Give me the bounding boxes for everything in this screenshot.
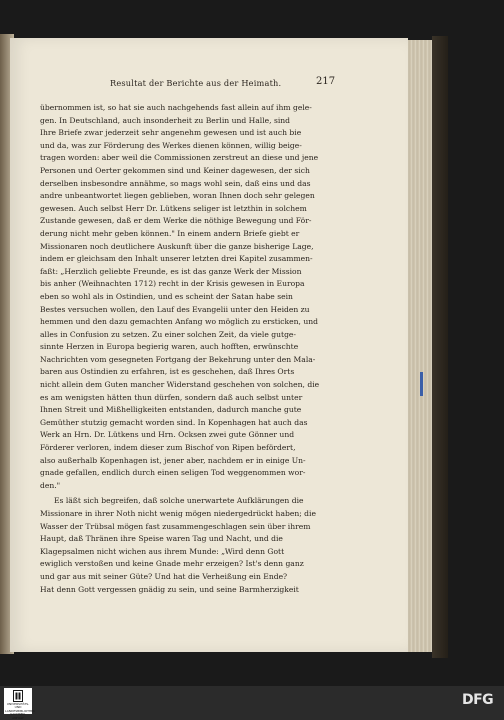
book-cover-edge (432, 36, 448, 658)
text-line: Zustande gewesen, daß er dem Werke die nöthige Bewegung und För- (40, 216, 312, 226)
paragraph (40, 495, 326, 596)
text-line: Nachrichten vom gesegneten Fortgang der Bekehrung unter den Mala- (40, 354, 316, 364)
text-line: faßt: „Herzlich geliebte Freunde, es ist das ganze Werk der Mission (40, 266, 302, 276)
text-line: Förderer verloren, indem dieser zum Bischof von Ripen befördert, (40, 443, 296, 453)
text-line: und gar aus mit seiner Güte? Und hat die Verheißung ein Ende? (40, 571, 288, 581)
text-line: ewiglich verstoßen und keine Gnade mehr erzeigen? Ist's denn ganz (40, 559, 304, 569)
text-line: Missionaren noch deutlichere Auskunft über die ganze bisherige Lage, (40, 241, 314, 251)
text-line: Gemüther stutzig gemacht worden sind. In Kopenhagen hat auch das (40, 417, 308, 427)
text-line: Hat denn Gott vergessen gnädig zu sein, und seine Barmherzigkeit (40, 584, 299, 594)
text-line: Ihre Briefe zwar jederzeit sehr angenehm gewesen und ist auch bie (40, 128, 302, 138)
text-line: Bestes versuchen wollen, den Lauf des Evangelii unter den Heiden zu (40, 304, 310, 314)
text-line: Wasser der Trübsal mögen fast zusammengeschlagen sein über ihrem (40, 521, 311, 531)
text-line: es am wenigsten hätten thun dürfen, sondern daß auch selbst unter (40, 392, 303, 402)
text-line: eben so wohl als in Ostindien, und es scheint der Satan habe sein (40, 291, 293, 301)
text-line: gnade gefallen, endlich durch einen seligen Tod weggenommen wor- (40, 468, 306, 478)
library-logo-caption: UNIVERSITÄTS- UND LANDESBIBLIOTHEK SACHSEN-ANHALT (5, 702, 36, 720)
text-line: alles in Confusion zu setzen. Zu einer solchen Zeit, da viele gutge- (40, 329, 296, 339)
text-line: Personen und Oerter gekommen sind und Keiner dagewesen, der sich (40, 165, 310, 175)
text-line: hemmen und den dazu gemachten Anfang wo möglich zu ersticken, und (40, 317, 318, 327)
body-text (40, 102, 326, 596)
text-line: nicht allein dem Guten mancher Widerstand geschehen von solchen, die (40, 380, 320, 390)
text-line: Missionare in ihrer Noth nicht wenig mögen niedergedrückt haben; die (40, 509, 316, 518)
ulb-library-mark-icon (13, 690, 23, 702)
text-line: Haupt, daß Thränen ihre Speise waren Tag und Nacht, und die (40, 534, 283, 544)
text-line: Klagepsalmen nicht wichen aus ihrem Munde: „Wird denn Gott (40, 546, 285, 556)
text-line: Es läßt sich begreifen, daß solche unerwartete Aufklärungen die (54, 496, 304, 506)
text-line: und da, was zur Förderung des Werkes dienen können, willig beige- (40, 140, 302, 150)
viewer-footer (0, 686, 504, 716)
text-line: gewesen. Auch selbst Herr Dr. Lütkens seliger ist letzthin in solchem (40, 203, 307, 213)
text-line: indem er gleichsam den Inhalt unserer letzten drei Kapitel zusammen- (40, 254, 313, 264)
running-head: Resultat der Berichte aus der Heimath. (110, 78, 282, 88)
text-line: derung nicht mehr geben können." In einem andern Briefe giebt er (40, 228, 300, 238)
text-line: andre unbeantwortet liegen geblieben, woran Ihnen doch sehr gelegen (40, 191, 315, 201)
text-line: baren aus Ostindien zu erfahren, ist es geschehen, daß Ihres Orts (40, 367, 295, 377)
text-line: gen. In Deutschland, auch insonderheit zu Berlin und Halle, sind (40, 115, 291, 125)
text-line: den." (40, 480, 61, 490)
dfg-logo: DFG (462, 692, 494, 708)
page-number: 217 (316, 76, 336, 87)
text-line: bis anher (Weihnachten 1712) recht in der Krisis gewesen in Europa (40, 279, 305, 289)
library-logo (4, 688, 36, 720)
text-line: übernommen ist, so hat sie auch nachgehends fast allein auf ihm gele- (40, 103, 312, 112)
bookmark-ribbon (420, 372, 423, 396)
text-line: derselben insbesondre annähme, so mags wohl sein, daß eins und das (40, 178, 311, 188)
paragraph (40, 102, 326, 492)
text-line: Ihnen Streit und Mißhelligkeiten entstanden, dadurch manche gute (40, 405, 302, 415)
text-line: tragen worden: aber weil die Commissionen zerstreut an diese und jene (40, 153, 319, 163)
text-line: also außerhalb Kopenhagen ist, jener aber, nachdem er in einige Un- (40, 455, 306, 465)
text-line: Werk an Hrn. Dr. Lütkens und Hrn. Ocksen zwei gute Gönner und (40, 430, 295, 440)
text-line: sinnte Herzen in Europa begierig waren, auch hofften, erwünschte (40, 342, 299, 352)
